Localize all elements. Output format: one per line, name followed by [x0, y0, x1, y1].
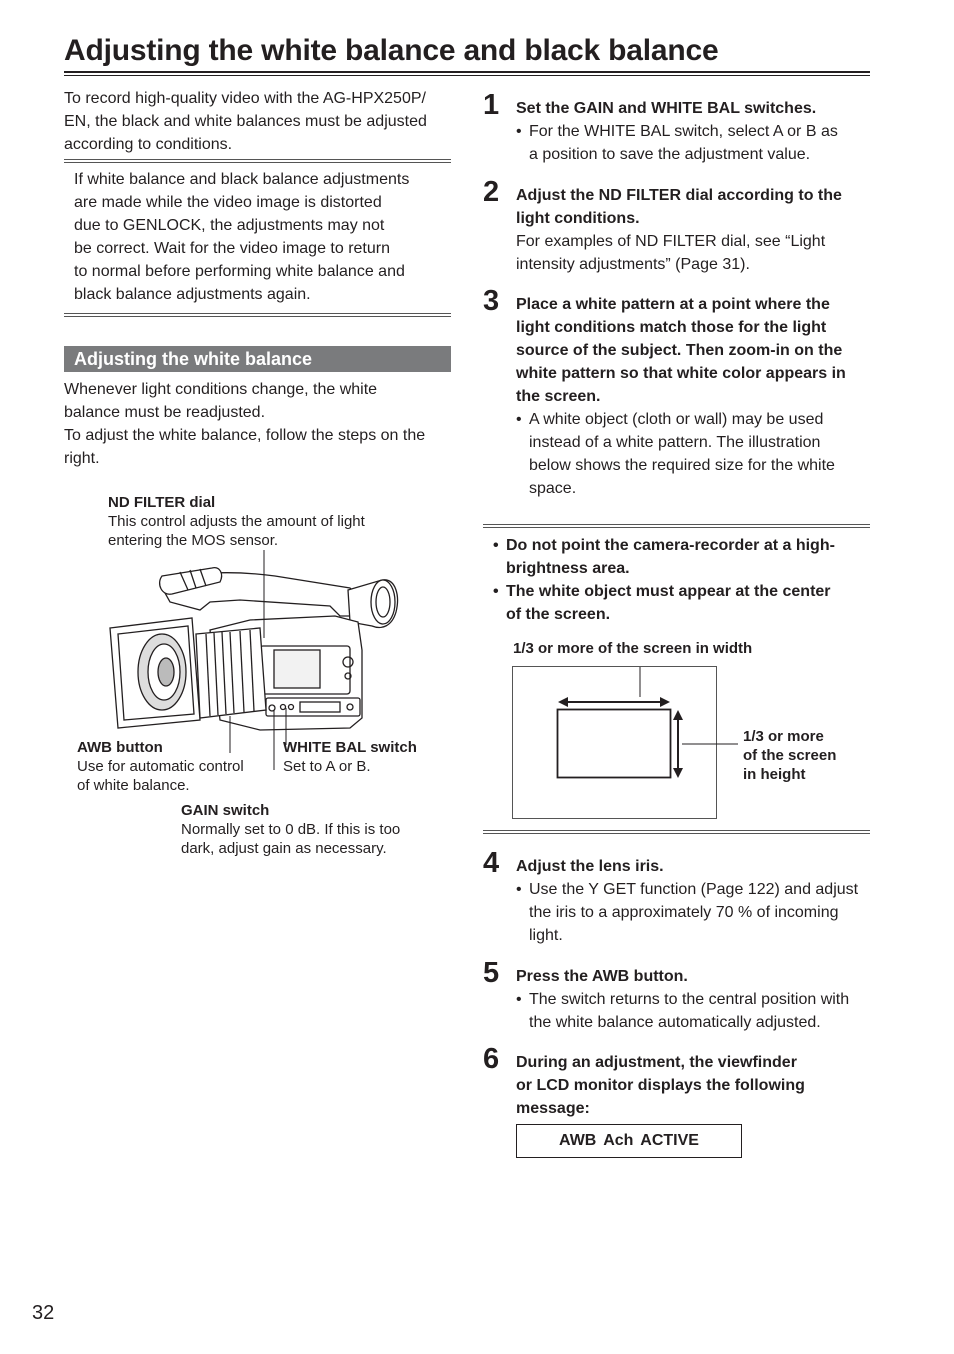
section-line: Whenever light conditions change, the white [64, 381, 378, 398]
step-1 [516, 97, 876, 166]
step-title: Adjust the ND FILTER dial according to the [516, 187, 842, 204]
warning-rule-bottom-2 [483, 833, 870, 834]
step-title: During an adjustment, the viewfinder [516, 1054, 797, 1071]
white-bal-desc: Set to A or B. [283, 758, 371, 775]
warning-item [493, 580, 865, 626]
page-number: 32 [32, 1302, 55, 1324]
warning-rule-top-2 [483, 527, 870, 528]
step-number: 1 [483, 89, 500, 121]
note-line: be correct. Wait for the video image to return [74, 240, 390, 257]
step-title: light conditions. [516, 210, 640, 227]
step-number: 2 [483, 176, 500, 208]
awb-message-box: AWB Ach ACTIVE [516, 1124, 742, 1158]
step-bullet [516, 408, 876, 500]
warning-line: Do not point the camera-recorder at a high- [506, 537, 835, 554]
bullet-glyph: • [516, 991, 522, 1008]
nd-filter-caption [108, 493, 408, 550]
note-paragraph [74, 168, 446, 306]
section-line: To adjust the white balance, follow the steps on the [64, 427, 426, 444]
bullet-line: space. [529, 480, 577, 497]
warning-item [493, 534, 865, 580]
note-line: are made while the video image is distorted [74, 194, 382, 211]
warning-rule-top-1 [483, 524, 870, 525]
note-rule-top-1 [64, 159, 451, 160]
height-label [743, 727, 863, 784]
gain-desc: dark, adjust gain as necessary. [181, 840, 387, 857]
intro-paragraph [64, 87, 456, 156]
title-rule-thin [64, 75, 870, 76]
step-title: or LCD monitor displays the following [516, 1077, 805, 1094]
step-title: Adjust the lens iris. [516, 858, 664, 875]
bullet-glyph: • [516, 411, 522, 428]
step-title: Place a white pattern at a point where the [516, 296, 830, 313]
step-bullet [516, 988, 876, 1034]
bullet-line: below shows the required size for the white [529, 457, 835, 474]
bullet-line: the white balance automatically adjusted. [529, 1014, 821, 1031]
nd-filter-desc: entering the MOS sensor. [108, 532, 279, 549]
step-title: source of the subject. Then zoom-in on the [516, 342, 843, 359]
white-bal-caption [283, 738, 453, 776]
warning-line: The white object must appear at the center [506, 583, 831, 600]
nd-filter-label: ND FILTER dial [108, 494, 216, 511]
note-line: If white balance and black balance adjustments [74, 171, 410, 188]
warning-line: of the screen. [506, 606, 611, 623]
step-text: For examples of ND FILTER dial, see “Light [516, 233, 826, 250]
step-bullet [516, 878, 876, 947]
intro-line: according to conditions. [64, 136, 233, 153]
step-title: the screen. [516, 388, 601, 405]
note-line: due to GENLOCK, the adjustments may not [74, 217, 385, 234]
step-title: message: [516, 1100, 590, 1117]
step-2 [516, 184, 876, 276]
bullet-line: A white object (cloth or wall) may be used [529, 411, 824, 428]
gain-label: GAIN switch [181, 802, 270, 819]
step-3 [516, 293, 876, 500]
screen-size-diagram [510, 664, 740, 822]
step-6 [516, 1051, 876, 1120]
intro-line: EN, the black and white balances must be adjusted [64, 113, 427, 130]
section-line: right. [64, 450, 100, 467]
bullet-glyph: • [516, 123, 522, 140]
height-label-line: in height [743, 766, 806, 783]
step-title: Press the AWB button. [516, 968, 688, 985]
white-bal-label: WHITE BAL switch [283, 739, 417, 756]
bullet-glyph: • [516, 881, 522, 898]
nd-filter-desc: This control adjusts the amount of light [108, 513, 365, 530]
step-number: 6 [483, 1043, 500, 1075]
section-body [64, 378, 456, 470]
gain-caption [181, 801, 451, 858]
step-title: white pattern so that white color appears in [516, 365, 846, 382]
bullet-line: instead of a white pattern. The illustration [529, 434, 821, 451]
note-line: black balance adjustments again. [74, 286, 311, 303]
awb-button-label: AWB button [77, 739, 163, 756]
width-label: 1/3 or more of the screen in width [513, 640, 753, 657]
step-4 [516, 855, 876, 947]
bullet-glyph: • [493, 583, 499, 600]
warning-list [493, 534, 865, 626]
section-heading: Adjusting the white balance [64, 346, 451, 372]
step-number: 3 [483, 285, 500, 317]
step-number: 4 [483, 847, 500, 879]
height-label-line: 1/3 or more [743, 728, 824, 745]
step-bullet [516, 120, 876, 166]
step-number: 5 [483, 957, 500, 989]
note-line: to normal before performing white balance and [74, 263, 405, 280]
gain-desc: Normally set to 0 dB. If this is too [181, 821, 401, 838]
intro-line: To record high-quality video with the AG-HPX250P/ [64, 90, 426, 107]
height-label-line: of the screen [743, 747, 837, 764]
step-text: intensity adjustments” (Page 31). [516, 256, 750, 273]
bullet-line: light. [529, 927, 563, 944]
awb-button-desc: of white balance. [77, 777, 190, 794]
warning-rule-bottom-1 [483, 830, 870, 831]
awb-button-desc: Use for automatic control [77, 758, 244, 775]
title-rule [64, 71, 870, 73]
note-rule-bottom-1 [64, 313, 451, 314]
bullet-line: For the WHITE BAL switch, select A or B as [529, 123, 838, 140]
note-rule-bottom-2 [64, 316, 451, 317]
page-title: Adjusting the white balance and black balance [64, 34, 719, 67]
note-rule-top-2 [64, 162, 451, 163]
step-title: light conditions match those for the light [516, 319, 827, 336]
bullet-line: a position to save the adjustment value. [529, 146, 811, 163]
camera-illustration [100, 550, 410, 770]
white-pattern-rect [558, 710, 671, 778]
bullet-line: Use the Y GET function (Page 122) and adjust [529, 881, 859, 898]
step-title: Set the GAIN and WHITE BAL switches. [516, 100, 817, 117]
bullet-line: the iris to a approximately 70 % of incoming [529, 904, 839, 921]
section-line: balance must be readjusted. [64, 404, 266, 421]
bullet-line: The switch returns to the central position with [529, 991, 850, 1008]
warning-line: brightness area. [506, 560, 630, 577]
bullet-glyph: • [493, 537, 499, 554]
step-5 [516, 965, 876, 1034]
awb-button-caption [77, 738, 277, 795]
